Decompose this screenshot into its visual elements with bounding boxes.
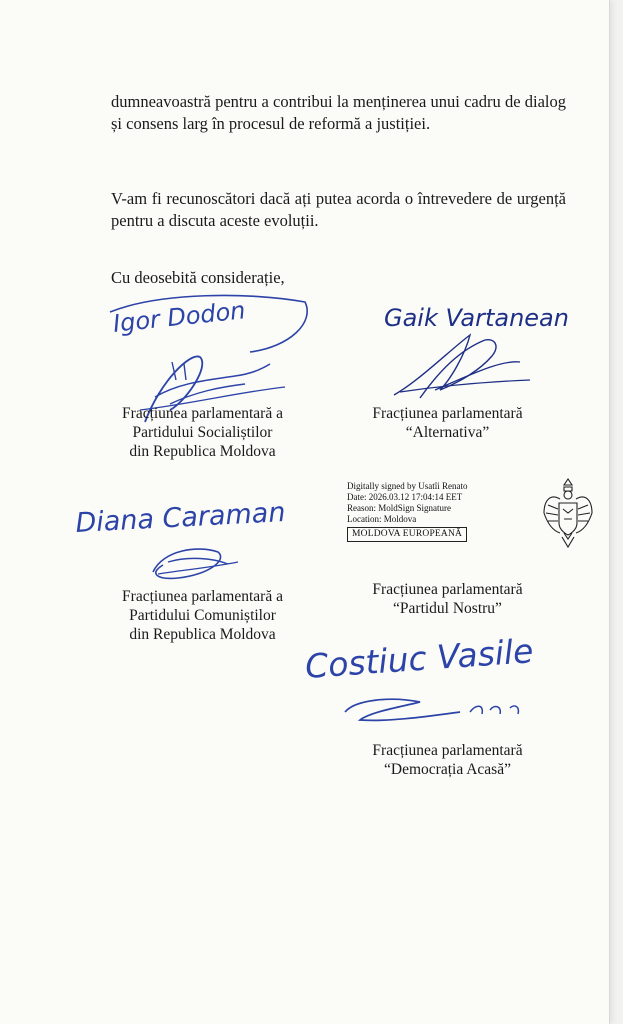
faction-partidul-nostru-line-2: “Partidul Nostru” xyxy=(393,600,502,617)
digital-signed-by: Digitally signed by Usatîi Renato xyxy=(347,481,468,491)
signature-diana-caraman xyxy=(68,490,308,590)
signature-costiuc-vasile xyxy=(300,612,560,732)
faction-communists-line-3: din Republica Moldova xyxy=(129,626,276,643)
digital-reason: Reason: MoldSign Signature xyxy=(347,503,451,513)
faction-communists-line-2: Partidului Comuniștilor xyxy=(129,607,276,624)
faction-socialists xyxy=(95,404,310,461)
signature-gaik-vartanean-name: Gaik Vartanean xyxy=(384,304,569,332)
coat-of-arms-icon xyxy=(540,475,596,551)
letter-paragraph-1: dumneavoastră pentru a contribui la menținerea unui cadru de dialog și consens larg în procesul de reformă a justiției. xyxy=(111,92,566,133)
faction-communists-line-1: Fracțiunea parlamentară a xyxy=(122,588,283,605)
digital-location: Location: Moldova xyxy=(347,514,417,524)
faction-socialists-line-1: Fracțiunea parlamentară a xyxy=(122,405,283,422)
digital-signature-block xyxy=(347,481,468,542)
salutation: Cu deosebită considerație, xyxy=(111,268,285,287)
signature-gaik-vartanean xyxy=(380,290,580,405)
letter-paragraph-2: V-am fi recunoscători dacă ați putea acorda o întrevedere de urgență pentru a discuta aceste evoluții. xyxy=(111,189,566,230)
faction-partidul-nostru-line-1: Fracțiunea parlamentară xyxy=(372,581,523,598)
faction-democratia-acasa-line-2: “Democrația Acasă” xyxy=(384,761,511,778)
faction-socialists-line-3: din Republica Moldova xyxy=(129,443,276,460)
signature-diana-caraman-name: Diana Caraman xyxy=(74,497,287,539)
faction-socialists-line-2: Partidului Socialiștilor xyxy=(132,424,273,441)
faction-communists xyxy=(95,587,310,644)
faction-alternativa-line-2: “Alternativa” xyxy=(405,424,490,441)
signature-costiuc-vasile-name: Costiuc Vasile xyxy=(303,631,535,686)
faction-democratia-acasa-line-1: Fracțiunea parlamentară xyxy=(372,742,523,759)
faction-alternativa xyxy=(340,404,555,442)
faction-partidul-nostru xyxy=(340,580,555,618)
digital-date: Date: 2026.03.12 17:04:14 EET xyxy=(347,492,463,502)
faction-alternativa-line-1: Fracțiunea parlamentară xyxy=(372,405,523,422)
faction-democratia-acasa xyxy=(340,741,555,779)
faction-badge-moldova-europeana: MOLDOVA EUROPEANĂ xyxy=(347,527,467,542)
signature-igor-dodon-name: Igor Dodon xyxy=(111,296,247,338)
